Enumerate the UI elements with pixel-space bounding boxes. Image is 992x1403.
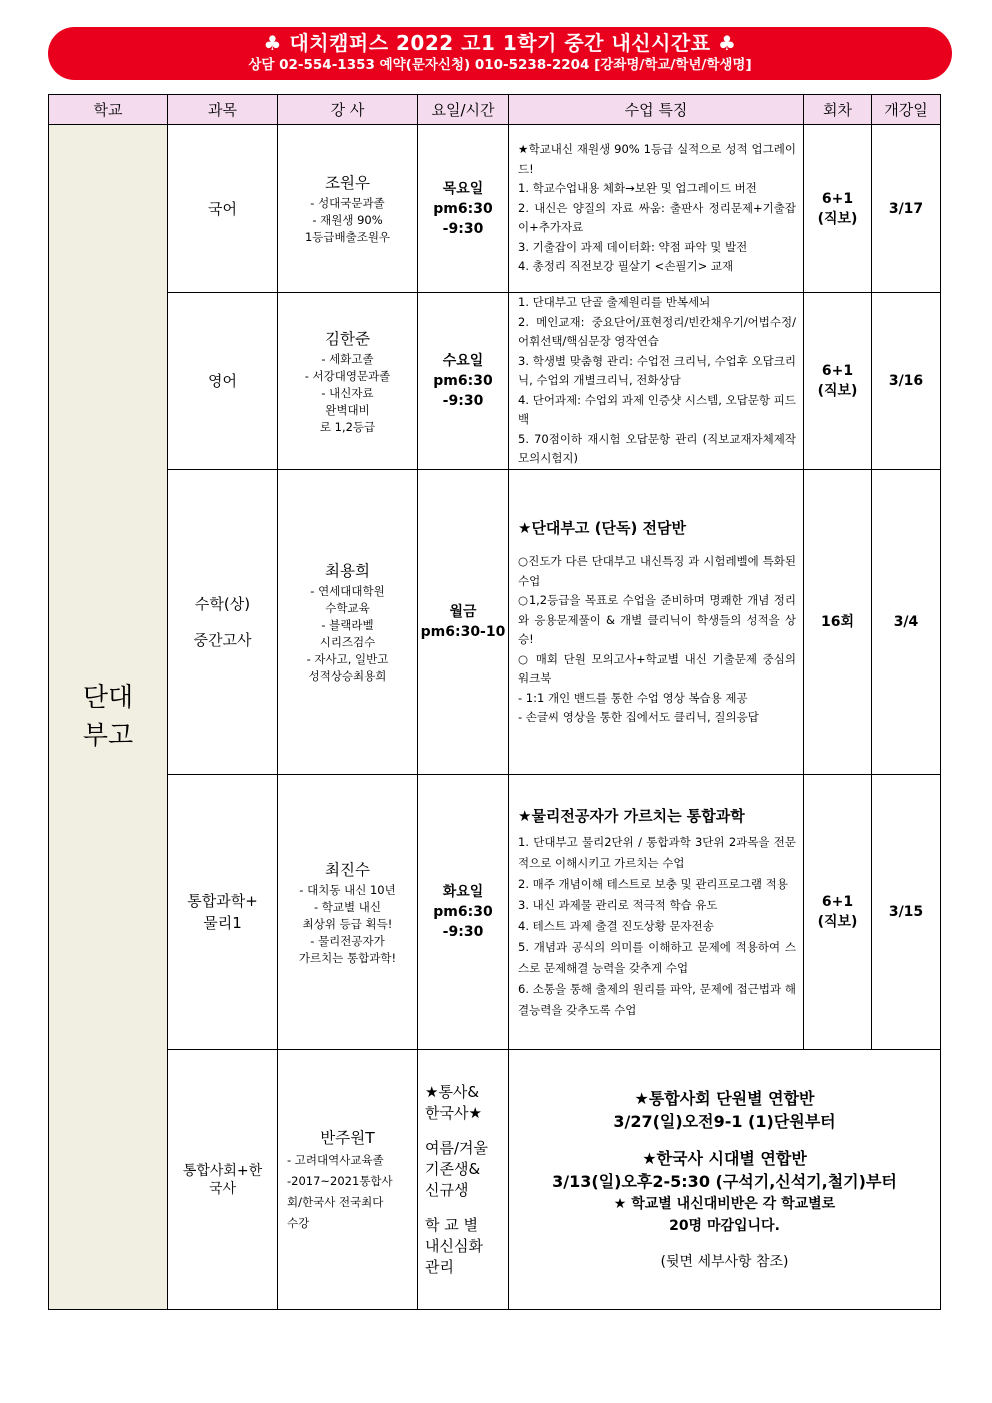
teacher-line: 완벽대비 — [325, 402, 370, 417]
time-line: 수요일 — [442, 353, 484, 369]
col-teacher: 강 사 — [278, 95, 418, 125]
time-line: ★통사& — [425, 1082, 480, 1101]
table-row — [49, 1050, 941, 1310]
time-line: pm6:30 — [433, 904, 493, 920]
subject-line: 통합사회+한 — [182, 1162, 263, 1179]
title-banner — [48, 27, 952, 80]
subject-line: 중간고사 — [193, 631, 252, 649]
teacher-line: 시리즈검수 — [319, 635, 376, 649]
time-line: 월금 — [449, 604, 477, 620]
features-heading: ★물리전공자가 가르치는 통합과학 — [518, 806, 745, 825]
features-cell — [509, 775, 804, 1050]
feature-line: 4. 테스트 과제 출결 진도상황 문자전송 — [518, 918, 714, 933]
feature-line: ○ 매회 단원 모의고사+학교별 내신 기출문제 중심의 워크북 — [518, 651, 796, 686]
time-line: 목요일 — [442, 180, 484, 197]
time-line: pm6:30 — [433, 373, 493, 389]
subject-cell — [168, 125, 278, 293]
subject-cell — [168, 1050, 278, 1310]
subject-cell — [168, 775, 278, 1050]
time-cell — [418, 470, 509, 775]
teacher-line: - 대치동 내신 10년 — [299, 882, 396, 897]
time-cell — [418, 775, 509, 1050]
teacher-line: - 블랙라벨 — [321, 618, 374, 632]
feature-line: 1. 단대부고 단골 출제원리를 반복세뇌 — [518, 295, 711, 310]
feature-line: ★학교내신 재원생 90% 1등급 실적으로 성적 업그레이드! — [518, 142, 796, 176]
session-line: (직보) — [817, 210, 858, 227]
merged-line: 3/27(일)오전9-1 (1)단원부터 — [613, 1111, 836, 1131]
feature-line: 6. 소통을 통해 출제의 원리를 파악, 문제에 접근법과 해결능력을 갖추도록 수업 — [518, 981, 796, 1017]
teacher-name: 반주원T — [320, 1128, 375, 1147]
spacer — [518, 544, 796, 552]
merged-line: ★한국사 시대별 연합반 — [642, 1148, 807, 1168]
header-row — [49, 95, 941, 125]
teacher-line: - 학교별 내신 — [313, 899, 381, 914]
time-line: -9:30 — [442, 924, 484, 940]
session-cell — [804, 470, 872, 775]
subject-line: 수학(상) — [194, 595, 251, 613]
session-cell — [804, 775, 872, 1050]
col-features: 수업 특징 — [509, 95, 804, 125]
feature-line: 1. 학교수업내용 체화→보완 및 업그레이드 버전 — [518, 181, 757, 196]
merged-line: ★통합사회 단원별 연합반 — [634, 1088, 815, 1108]
subject-cell — [168, 293, 278, 470]
spacer — [509, 1133, 940, 1147]
teacher-line: 최상위 등급 획득! — [302, 916, 393, 931]
time-cell — [418, 293, 509, 470]
table-row — [49, 293, 941, 470]
feature-line: 5. 개념과 공식의 의미를 이해하고 문제에 적용하여 스스로 문제해결 능력을 갖추게 수업 — [518, 939, 796, 975]
merged-line: 20명 마감입니다. — [669, 1217, 780, 1234]
features-cell — [509, 470, 804, 775]
page-title: ♣ 대치캠퍼스 2022 고1 1학기 중간 내신시간표 ♣ — [263, 31, 737, 55]
open-date-cell: 3/15 — [872, 775, 941, 1050]
teacher-name: 최용희 — [325, 562, 370, 580]
feature-line: 3. 학생별 맞춤형 관리: 수업전 크리닉, 수업후 오답크리닉, 수업외 개별크리닉, 전화상담 — [518, 353, 796, 388]
subject-cell — [168, 470, 278, 775]
feature-line: 2. 메인교재: 중요단어/표현정리/빈칸채우기/어법수정/어휘선택/핵심문장 영작연습 — [518, 314, 796, 349]
schedule-table — [48, 94, 941, 1310]
col-subject: 과목 — [168, 95, 278, 125]
subject-line: 국어 — [208, 199, 237, 218]
feature-line: 5. 70점이하 재시험 오답문항 관리 (직보교재자체제작 모의시험지) — [518, 431, 796, 466]
features-heading: ★단대부고 (단독) 전담반 — [518, 519, 687, 538]
merged-line: 3/13(일)오후2-5:30 (구석기,신석기,철기)부터 — [552, 1171, 897, 1191]
session-line: 16회 — [820, 614, 854, 630]
teacher-cell — [278, 1050, 418, 1310]
teacher-line: 1등급배출조원우 — [304, 230, 391, 244]
feature-line: ○1,2등급을 목표로 수업을 준비하며 명쾌한 개념 정리와 응용문제풀이 & 개별 클리닉이 학생들의 성적을 상승! — [518, 593, 796, 647]
teacher-line: 수강 — [287, 1215, 310, 1230]
teacher-line: - 성대국문과졸 — [310, 196, 385, 210]
time-line: -9:30 — [442, 393, 484, 409]
session-line: 6+1 — [821, 190, 854, 207]
session-line: (직보) — [817, 383, 858, 399]
table-row — [49, 470, 941, 775]
merged-line: (뒷면 세부사항 참조) — [660, 1253, 789, 1270]
merged-line: ★ 학교별 내신대비반은 각 학교별로 — [613, 1195, 836, 1212]
session-cell — [804, 125, 872, 293]
open-date-cell: 3/17 — [872, 125, 941, 293]
time-cell — [418, 125, 509, 293]
feature-line: 2. 내신은 양질의 자료 싸움: 출판사 정리문제+기출잡이+추가자료 — [518, 200, 796, 235]
session-line: (직보) — [817, 914, 858, 930]
features-cell — [509, 293, 804, 470]
feature-line: - 손글씨 영상을 통한 집에서도 클리닉, 질의응답 — [518, 710, 759, 725]
teacher-cell — [278, 125, 418, 293]
teacher-name: 조원우 — [325, 174, 370, 192]
feature-line: ○진도가 다른 단대부고 내신특징 과 시험레벨에 특화된 수업 — [518, 554, 796, 588]
col-open: 개강일 — [872, 95, 941, 125]
teacher-line: 회/한국사 전국최다 — [287, 1194, 384, 1209]
time-line: 기존생& — [425, 1159, 481, 1178]
subject-line: 국사 — [208, 1180, 237, 1197]
time-line: 신규생 — [425, 1180, 469, 1199]
teacher-cell — [278, 470, 418, 775]
spacer — [509, 1237, 940, 1251]
open-date-cell: 3/4 — [872, 470, 941, 775]
time-cell — [418, 1050, 509, 1310]
teacher-line: - 재원생 90% — [312, 213, 383, 227]
teacher-line: - 물리전공자가 — [310, 933, 385, 948]
teacher-line: -2017~2021통합사 — [287, 1173, 393, 1188]
school-name-line: 단대 — [82, 683, 134, 713]
school-name-line: 부고 — [82, 721, 134, 751]
open-date-cell: 3/16 — [872, 293, 941, 470]
teacher-line: 로 1,2등급 — [319, 419, 376, 434]
teacher-line: - 연세대대학원 — [310, 584, 385, 598]
session-line: 6+1 — [821, 894, 854, 910]
time-line: 여름/겨울 — [425, 1138, 489, 1157]
contact-info: 상담 02-554-1353 예약(문자신청) 010-5238-2204 [강좌명/학교/학년/학생명] — [248, 57, 752, 73]
teacher-line: 가르치는 통합과학! — [298, 950, 397, 965]
feature-line: 3. 내신 과제물 관리로 적극적 학습 유도 — [518, 897, 718, 912]
feature-line: 4. 총정리 직전보강 필살기 <손필기> 교재 — [518, 259, 734, 274]
time-line: 관리 — [425, 1257, 454, 1276]
time-line: pm6:30-10 — [420, 624, 506, 640]
feature-line: 3. 기출잡이 과제 데이터화: 약점 파악 및 발전 — [518, 239, 748, 254]
time-line: 한국사★ — [425, 1103, 482, 1122]
time-line: 내신심화 — [425, 1236, 483, 1255]
teacher-line: 성적상승최용희 — [308, 669, 387, 683]
teacher-name: 김한준 — [325, 329, 370, 348]
table-row — [49, 775, 941, 1050]
teacher-line: - 세화고졸 — [321, 351, 374, 366]
session-line: 6+1 — [821, 363, 854, 379]
time-line: 화요일 — [442, 884, 484, 900]
time-line: -9:30 — [442, 220, 484, 237]
spacer — [425, 1124, 508, 1138]
session-cell — [804, 293, 872, 470]
teacher-line: - 서강대영문과졸 — [304, 368, 391, 383]
table-row — [49, 125, 941, 293]
teacher-line: 수학교육 — [325, 601, 370, 615]
feature-line: 2. 매주 개념이해 테스트로 보충 및 관리프로그램 적용 — [518, 876, 788, 891]
features-cell — [509, 125, 804, 293]
merged-info-cell — [509, 1050, 941, 1310]
teacher-cell — [278, 293, 418, 470]
subject-line: 영어 — [208, 372, 237, 390]
col-school: 학교 — [49, 95, 168, 125]
time-line: 학 교 별 — [425, 1215, 479, 1234]
col-time: 요일/시간 — [418, 95, 509, 125]
feature-line: - 1:1 개인 밴드를 통한 수업 영상 복습용 제공 — [518, 690, 748, 705]
feature-line: 1. 단대부고 물리2단위 / 통합과학 3단위 2과목을 전문적으로 이해시키고 가르치는 수업 — [518, 834, 796, 870]
teacher-line: - 내신자료 — [321, 385, 374, 400]
subject-line: 물리1 — [203, 914, 242, 932]
col-session: 회차 — [804, 95, 872, 125]
teacher-cell — [278, 775, 418, 1050]
teacher-name: 최진수 — [325, 860, 370, 879]
subject-line: 통합과학+ — [187, 892, 258, 910]
feature-line: 4. 단어과제: 수업외 과제 인증샷 시스템, 오답문항 피드백 — [518, 392, 796, 427]
teacher-line: - 자사고, 일반고 — [306, 652, 389, 666]
school-cell — [49, 125, 168, 1310]
teacher-line: - 고려대역사교육졸 — [287, 1152, 384, 1167]
time-line: pm6:30 — [433, 200, 493, 217]
spacer — [425, 1201, 508, 1215]
